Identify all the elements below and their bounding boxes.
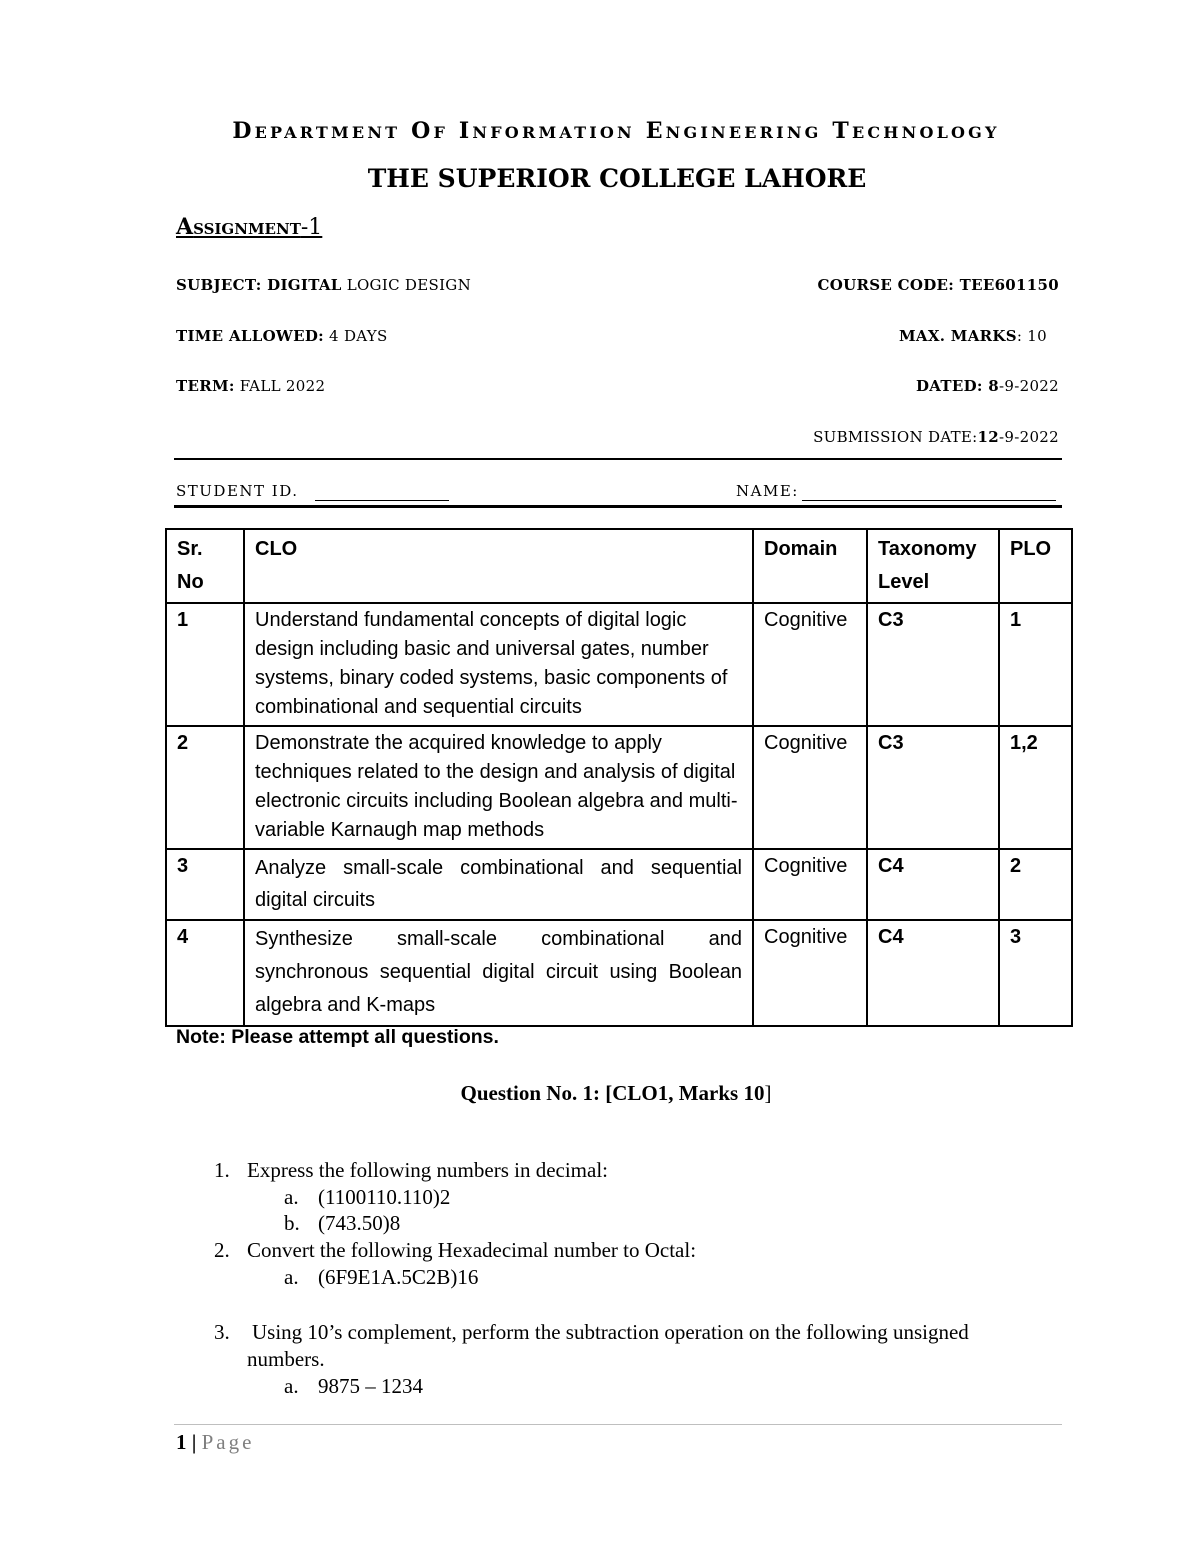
footer-divider [174,1424,1062,1425]
list-item-text: 9875 – 1234 [318,1374,423,1398]
table-row [166,920,1072,1026]
row-clo: Synthesize small-scale combinational and synchronous sequential digital circuit using Boolean algebra and K-maps [244,920,753,1026]
row-clo: Analyze small-scale combinational and sequential digital circuits [244,849,753,920]
time-allowed-value: 4 DAYS [329,327,388,345]
row-domain: Cognitive [753,920,867,1026]
subject-label: SUBJECT: DIGITAL [176,276,342,294]
list-item-text: Using 10’s complement, perform the subtraction operation on the following unsigned [252,1320,969,1344]
college-title: THE SUPERIOR COLLEGE LAHORE [367,164,867,193]
table-row [166,849,1072,920]
list-item-number: 1. [214,1158,230,1182]
row-plo: 2 [999,849,1072,920]
clo-table [165,528,1073,1027]
term-label: TERM: [176,377,235,395]
header-clo: CLO [244,529,753,603]
row-sr: 3 [166,849,244,920]
list-item-text: Convert the following Hexadecimal number to Octal: [247,1238,697,1262]
subject-line [176,276,471,294]
row-clo: Understand fundamental concepts of digital logic design including basic and universal gates, number systems, binary coded systems, basic components of combinational and sequential circuits [244,603,753,726]
submission-day: 12 [977,428,1000,446]
row-domain: Cognitive [753,603,867,726]
page-number: 1 [176,1430,187,1454]
row-domain: Cognitive [753,849,867,920]
page-footer [176,1430,254,1455]
header-domain: Domain [753,529,867,603]
list-item-text: Express the following numbers in decimal: [247,1158,609,1182]
dated-value: -9-2022 [999,377,1059,395]
course-code-label: COURSE CODE: TEE601150 [817,276,1059,294]
note: Note: Please attempt all questions. [176,1026,499,1048]
header-plo: PLO [999,529,1072,603]
submission-date-line [813,428,1059,446]
list-item-number: a. [284,1185,299,1209]
list-item-number: a. [284,1374,299,1398]
time-allowed-line [176,327,388,345]
submission-rest: -9-2022 [999,428,1059,446]
row-level: C3 [867,603,999,726]
row-level: C4 [867,849,999,920]
list-item-text: (743.50)8 [318,1211,401,1235]
term-line [176,377,325,395]
page-separator: | [191,1430,197,1454]
student-id-label: STUDENT ID. [176,482,299,500]
row-level: C3 [867,726,999,849]
course-code [818,276,1060,294]
header-sr-no: Sr. No [166,529,244,603]
question-heading [0,1081,1200,1106]
row-sr: 2 [166,726,244,849]
row-sr: 1 [166,603,244,726]
question-heading-text: Question No. 1: [CLO1, Marks 10 [460,1081,765,1105]
name-label: NAME: [736,482,799,500]
dated-line [916,377,1059,395]
page-label: Page [201,1430,255,1454]
student-id-blank[interactable] [315,500,449,501]
row-domain: Cognitive [753,726,867,849]
list-item-number: 2. [214,1238,230,1262]
table-header-row [166,529,1072,603]
submission-label: SUBMISSION DATE: [813,428,978,446]
row-level: C4 [867,920,999,1026]
list-item-number: a. [284,1265,299,1289]
table-row [166,603,1072,726]
department-heading: DEPARTMENT OF INFORMATION ENGINEERING TECHNOLOGY [232,118,1000,144]
list-item-number: 3. [214,1320,230,1344]
row-clo: Demonstrate the acquired knowledge to apply techniques related to the design and analysis of digital electronic circuits including Boolean algebra and multi-variable Karnaugh map methods [244,726,753,849]
subject-value: LOGIC DESIGN [346,276,471,294]
name-blank[interactable] [802,500,1056,501]
max-marks-value: : 10 [1016,327,1047,345]
list-item-number: b. [284,1211,300,1235]
question-heading-close: ] [764,1081,772,1105]
assignment-title: ASSIGNMENT-1 [176,214,323,240]
row-sr: 4 [166,920,244,1026]
row-plo: 3 [999,920,1072,1026]
term-value: FALL 2022 [239,377,326,395]
divider-bottom [174,505,1062,508]
dated-label: DATED: 8 [916,377,1000,395]
table-row [166,726,1072,849]
max-marks-label: MAX. MARKS [898,327,1017,345]
list-item-text: (1100110.110)2 [318,1185,451,1209]
list-item-text: numbers. [247,1347,325,1371]
row-plo: 1 [999,603,1072,726]
max-marks-line [899,327,1047,345]
list-item-text: (6F9E1A.5C2B)16 [318,1265,479,1289]
time-allowed-label: TIME ALLOWED: [176,327,324,345]
header-taxonomy-level: Taxonomy Level [867,529,999,603]
row-plo: 1,2 [999,726,1072,849]
divider-top [174,458,1062,460]
